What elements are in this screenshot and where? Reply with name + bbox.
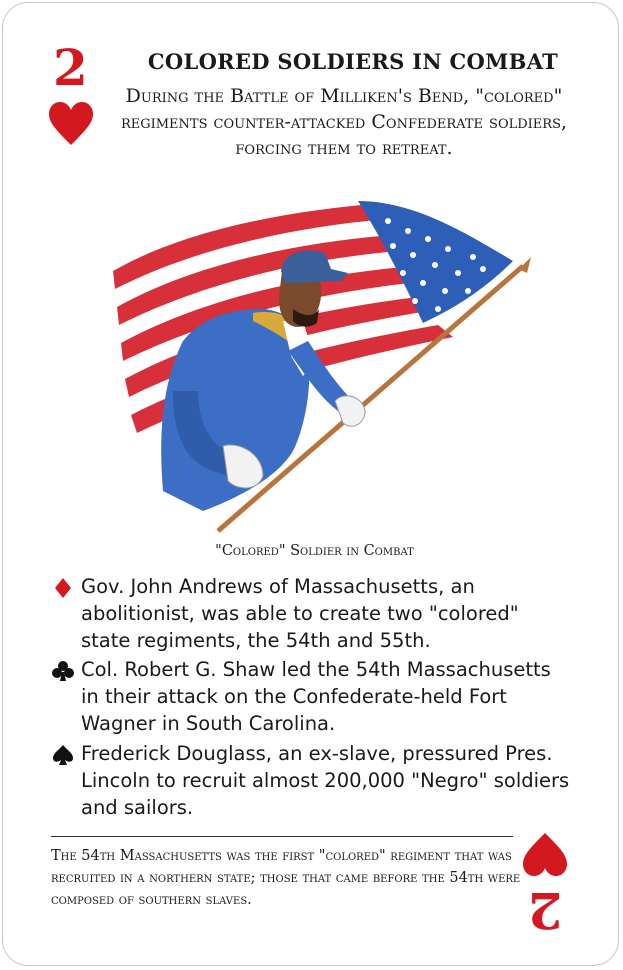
fact-text: Frederick Douglass, an ex-slave, pressured Pres. Lincoln to recruit almost 200,000 "Negro" soldiers and sailors.: [81, 742, 570, 819]
corner-rank-top: 2: [53, 38, 88, 97]
heart-icon: [47, 101, 95, 147]
corner-rank-bottom: 2: [527, 881, 563, 940]
divider: [51, 836, 513, 837]
club-icon: [51, 660, 75, 682]
card-intro: During the Battle of Milliken's Bend, "colored" regiments counter-attacked Confederate soldiers, forcing them to retreat.: [120, 85, 568, 159]
fact-item-1: [51, 573, 571, 654]
playing-card: [2, 2, 619, 966]
fact-text: Gov. John Andrews of Massachusetts, an abolitionist, was able to create two "colored" state regiments, the 54th and 55th.: [81, 575, 519, 652]
card-title: COLORED SOLDIERS IN COMBAT: [147, 49, 559, 74]
soldier-with-flag-illustration: [103, 191, 543, 541]
diamond-icon: [51, 577, 75, 599]
illustration-caption: "Colored" Soldier in Combat: [215, 543, 414, 559]
corner-bottom-right: [510, 825, 580, 940]
footer-note: The 54th Massachusetts was the first "colored" regiment that was recruited in a northern state; those that came before the 54th were composed of southern slaves.: [51, 848, 521, 908]
heart-icon: [521, 831, 569, 877]
fact-item-2: [51, 656, 571, 737]
spade-icon: [51, 744, 75, 766]
fact-text: Col. Robert G. Shaw led the 54th Massachusetts in their attack on the Confederate-held Fort Wagner in South Carolina.: [81, 658, 551, 735]
fact-item-3: [51, 740, 571, 821]
